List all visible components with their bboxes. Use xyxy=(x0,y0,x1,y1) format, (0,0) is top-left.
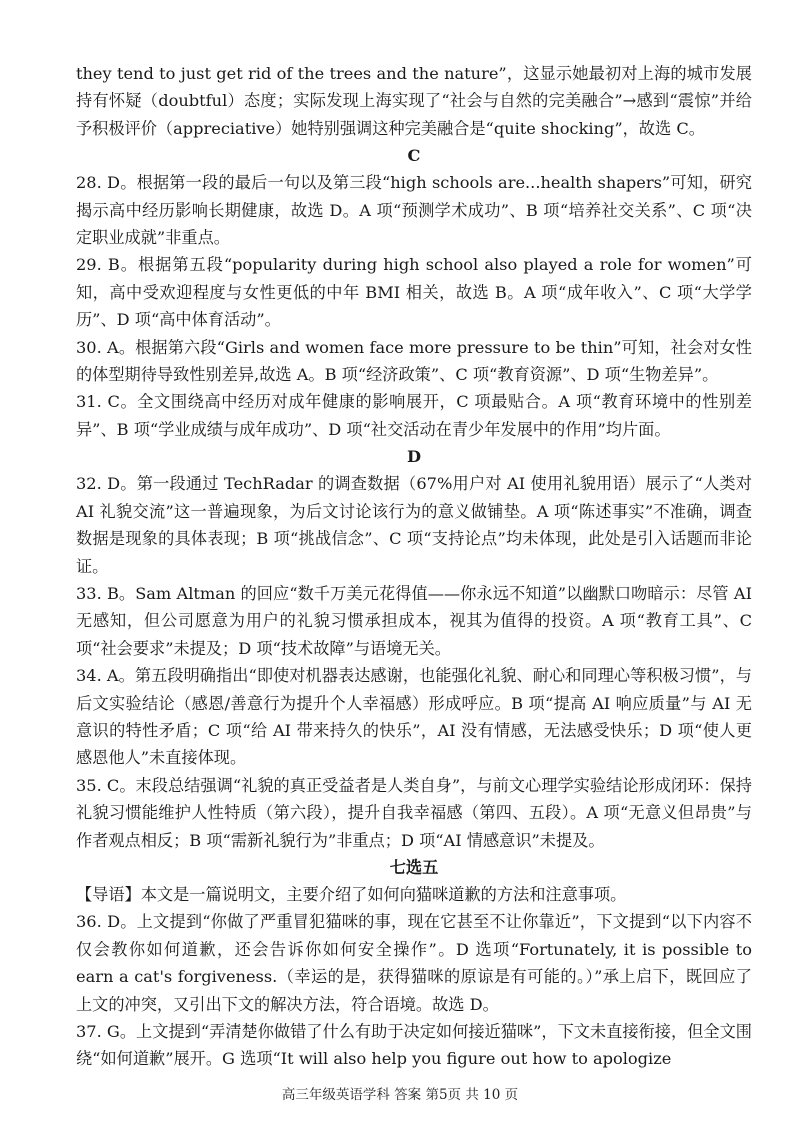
answer-31: 31. C。全文围绕高中经历对成年健康的影响展开，C 项最贴合。A 项“教育环境中的性别差异”、B 项“学业成绩与成年成功”、D 项“社交活动在青少年发展中的作用”均片面。 xyxy=(76,392,752,439)
answer-37: 37. G。上文提到“弄清楚你做错了什么有助于决定如何接近猫咪”，下文未直接衔接，但全文围绕“如何道歉”展开。G 选项“It will also help you figure out how to apologize xyxy=(76,1022,752,1069)
section-heading-seven-choose-five: 七选五 xyxy=(389,857,439,877)
page-footer: 高三年级英语学科 答案 第5页 共 10 页 xyxy=(281,1087,519,1103)
section-heading-c: C xyxy=(407,146,421,166)
answer-29: 29. B。根据第五段“popularity during high school also played a role for women”可知，高中受欢迎程度与女性更低的中年 BMI 相关，故选 B。A 项“成年收入”、C 项“大学学历”、D 项“高中体育活动”。 xyxy=(76,255,752,330)
answer-32: 32. D。第一段通过 TechRadar 的调查数据（67%用户对 AI 使用礼貌用语）展示了“人类对 AI 礼貌交流”这一普遍现象，为后文讨论该行为的意义做铺垫。A 项“陈述事实”不准确，调查数据是现象的具体表现；B 项“挑战信念”、C 项“支持论点”均未体现，此处是引入话题而非论证。 xyxy=(76,474,752,576)
section-heading-d: D xyxy=(406,447,422,467)
answer-page xyxy=(76,60,752,1073)
answer-28: 28. D。根据第一段的最后一句以及第三段“high schools are...health shapers”可知，研究揭示高中经历影响长期健康，故选 D。A 项“预测学术成功”、B 项“培养社交关系”、C 项“决定职业成就”非重点。 xyxy=(76,173,752,248)
answer-36: 36. D。上文提到“你做了严重冒犯猫咪的事，现在它甚至不让你靠近”，下文提到“以下内容不仅会教你如何道歉，还会告诉你如何安全操作”。D 选项“Fortunately, it is possible to earn a cat's forgiveness.（幸运的是，获得猫咪的原谅是有可能的。）”承上启下，既回应了上文的冲突，又引出下文的解决方法，符合语境。故选 D。 xyxy=(76,912,752,1014)
continued-paragraph: they tend to just get rid of the trees and the nature”，这显示她最初对上海的城市发展持有怀疑（doubtful）态度；实际发现上海实现了“社会与自然的完美融合”→感到“震惊”并给予积极评价（appreciative）她特别强调这种完美融合是“quite shocking”，故选 C。 xyxy=(76,64,752,138)
answer-33: 33. B。Sam Altman 的回应“数千万美元花得值——你永远不知道”以幽默口吻暗示：尽管 AI 无感知，但公司愿意为用户的礼貌习惯承担成本，视其为值得的投资。A 项“教育工具”、C 项“社会要求”未提及；D 项“技术故障”与语境无关。 xyxy=(76,583,752,658)
answer-34: 34. A。第五段明确指出“即使对机器表达感谢，也能强化礼貌、耐心和同理心等积极习惯”，与后文实验结论（感恩/善意行为提升个人幸福感）形成呼应。B 项“提高 AI 响应质量”与 AI 无意识的特性矛盾；C 项“给 AI 带来持久的快乐”，AI 没有情感，无法感受快乐；D 项“使人更感恩他人”未直接体现。 xyxy=(76,666,752,768)
guide-intro: 【导语】本文是一篇说明文，主要介绍了如何向猫咪道歉的方法和注意事项。 xyxy=(76,884,627,904)
answer-35: 35. C。末段总结强调“礼貌的真正受益者是人类自身”，与前文心理学实验结论形成闭环：保持礼貌习惯能维护人性特质（第六段），提升自我幸福感（第四、五段）。A 项“无意义但昂贵”与作者观点相反；B 项“需新礼貌行为”非重点；D 项“AI 情感意识”未提及。 xyxy=(76,775,752,850)
answer-30: 30. A。根据第六段“Girls and women face more pressure to be thin”可知，社会对女性的体型期待导致性别差异,故选 A。B 项“经济政策”、C 项“教育资源”、D 项“生物差异”。 xyxy=(76,337,752,385)
